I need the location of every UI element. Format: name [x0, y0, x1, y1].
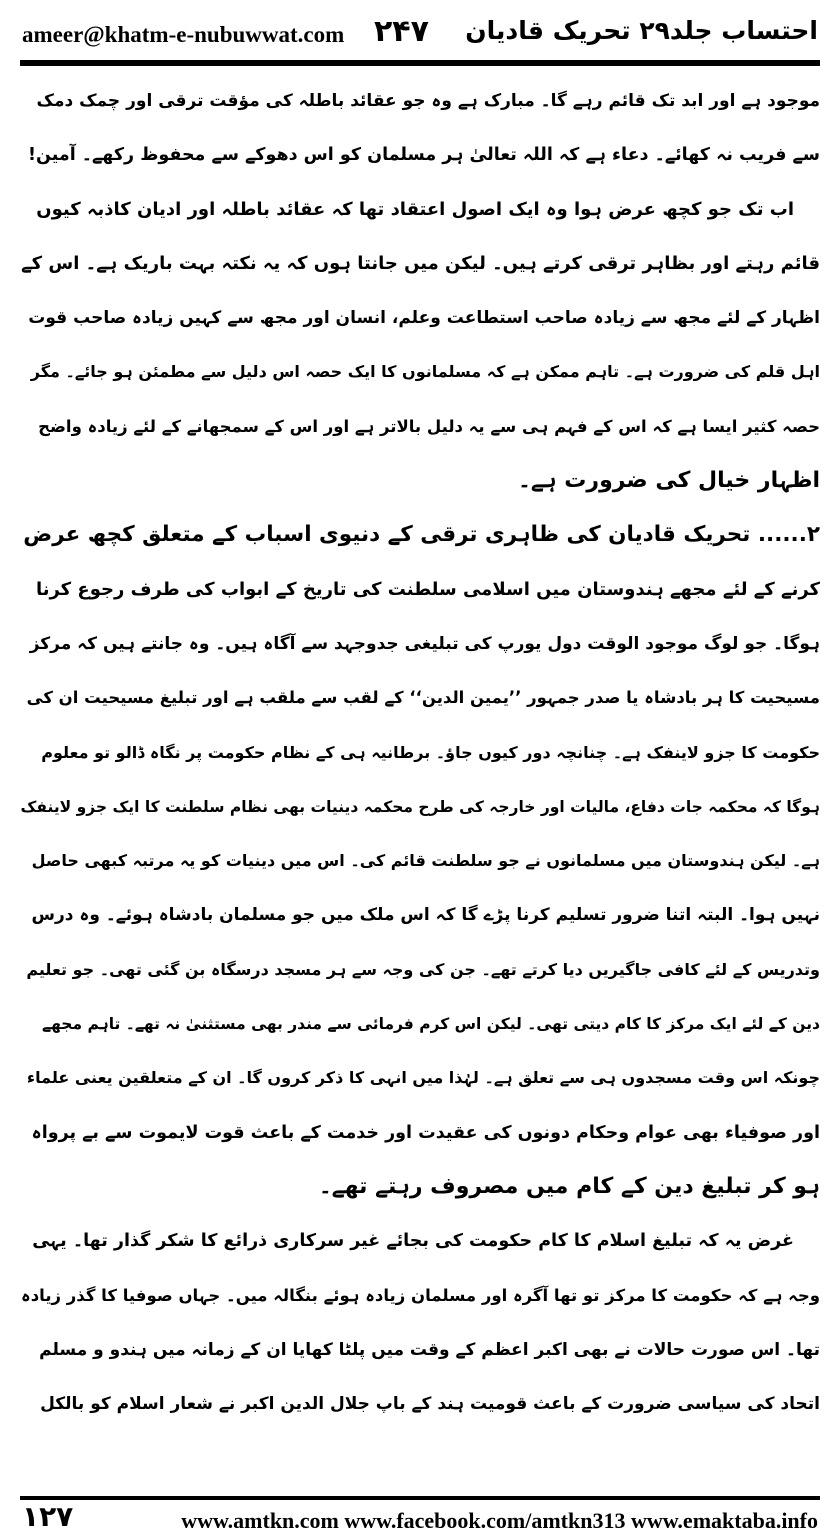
text-line: حکومت کا جزو لاینفک ہے۔ چنانچہ دور کیوں جاؤ۔ برطانیہ ہی کے نظام حکومت پر نگاہ ڈالو تو معلوم: [41, 742, 820, 762]
text-line: ہوگا کہ محکمہ جات دفاع، مالیات اور خارجہ کی طرح محکمہ دینیات بھی نظام سلطنت کا ایک جزو لاینفک: [20, 797, 820, 816]
text-line: وتدریس کے لئے کافی جاگیریں دیا کرتے تھے۔ جن کی وجہ سے ہر مسجد درسگاہ بن گئی تھی۔ جو تعلیم: [26, 959, 820, 979]
header-email: ameer@khatm-e-nubuwwat.com: [22, 22, 345, 47]
text-line: چونکہ اس وقت مسجدوں ہی سے تعلق ہے۔ لہٰذا میں انہی کا ذکر کروں گا۔ ان کے متعلقین یعنی علماء: [26, 1068, 820, 1088]
footer-links: www.amtkn.com www.facebook.com/amtkn313 www.emaktaba.info: [181, 1508, 818, 1533]
text-line: مسیحیت کا ہر بادشاہ یا صدر جمہور ’’یمین الدین‘‘ کے لقب سے ملقب ہے اور تبلیغ مسیحیت ان کی: [26, 688, 820, 708]
text-line: اب تک جو کچھ عرض ہوا وہ ایک اصول اعتقاد تھا کہ عقائد باطلہ اور ادیان کاذبہ کیوں: [36, 198, 794, 220]
text-line: اور صوفیاء بھی عوام وحکام دونوں کی عقیدت اور خدمت کے باعث قوت لایموت سے بے پرواہ: [31, 1122, 820, 1143]
text-line: وجہ ہے کہ حکومت کا مرکز تو تھا آگرہ اور مسلمان زیادہ ہوئے بنگالہ میں۔ جہاں صوفیا کا گذر زیادہ: [21, 1285, 820, 1305]
text-line: اہل قلم کی ضرورت ہے۔ تاہم ممکن ہے کہ مسلمانوں کا ایک حصہ اس دلیل سے مطمئن ہو جائے۔ مگر: [30, 362, 820, 382]
text-line: ہے۔ لیکن ہندوستان میں مسلمانوں نے جو سلطنت قائم کی۔ اس میں دینیات کو یہ مرتبہ کبھی حاصل: [31, 851, 820, 871]
footer-page-number: ۱۲۷: [22, 1500, 74, 1533]
text-line: موجود ہے اور ابد تک قائم رہے گا۔ مبارک ہے وہ جو عقائد باطلہ کی مؤقت ترقی اور چمک دمک: [36, 91, 820, 111]
text-line: اتحاد کی سیاسی ضرورت کے باعث قومیت ہند کے باپ جلال الدین اکبر نے شعار اسلام کو بالکل: [40, 1394, 820, 1415]
text-line: غرض یہ کہ تبلیغ اسلام کا کام حکومت کی بجائے غیر سرکاری ذرائع کا شکر گذار تھا۔ یہی: [32, 1231, 794, 1252]
text-line: کرنے کے لئے مجھے ہندوستان میں اسلامی سلطنت کی تاریخ کے ابواب کی طرف رجوع کرنا: [35, 578, 820, 600]
header-rule: [20, 60, 820, 66]
running-title: احتساب جلد۲۹ تحریک قادیان: [465, 16, 818, 45]
text-line: ہو کر تبلیغ دین کے کام میں مصروف رہتے تھے۔: [318, 1173, 820, 1199]
text-line: ۲...... تحریک قادیان کی ظاہری ترقی کے دنیوی اسباب کے متعلق کچھ عرض: [23, 522, 820, 548]
text-line: حصہ کثیر ایسا ہے کہ اس کے فہم ہی سے یہ دلیل بالاتر ہے اور اس کے سمجھانے کے لئے زیادہ واضح: [38, 416, 820, 436]
text-line: قائم رہتے اور بظاہر ترقی کرتے ہیں۔ لیکن میں جانتا ہوں کہ یہ نکتہ بہت باریک ہے۔ اس کے: [21, 252, 820, 274]
page-header: [0, 0, 840, 72]
text-line: سے فریب نہ کھائے۔ دعاء ہے کہ اللہ تعالیٰ ہر مسلمان کو اس دھوکے سے محفوظ رکھے۔ آمین!: [28, 145, 820, 166]
page-footer: [0, 1496, 840, 1540]
text-line: اظہار کے لئے مجھ سے زیادہ صاحب استطاعت وعلم، انسان اور مجھ سے کہیں زیادہ صاحب قوت: [28, 308, 820, 329]
text-line: ہوگا۔ جو لوگ موجود الوقت دول یورپ کی تبلیغی جدوجہد سے آگاہ ہیں۔ وہ جانتے ہیں کہ مرکز: [29, 633, 820, 654]
header-page-number: ۲۴۷: [374, 14, 429, 49]
text-line: نہیں ہوا۔ البتہ اتنا ضرور تسلیم کرنا پڑے گا کہ اس ملک میں جو مسلمان بادشاہ ہوئے۔ وہ درس: [31, 905, 820, 926]
text-line: دین کے لئے ایک مرکز کا کام دیتی تھی۔ لیکن اس کرم فرمائی سے مندر بھی مستثنیٰ نہ تھے۔ تاہم مجھے: [41, 1015, 820, 1034]
body-text: [20, 74, 820, 1486]
footer-rule: [20, 1496, 820, 1500]
text-line: اظہار خیال کی ضرورت ہے۔: [517, 468, 820, 494]
text-line: تھا۔ اس صورت حالات نے بھی اکبر اعظم کے وقت میں پلٹا کھایا ان کے زمانہ میں ہندو و مسلم: [39, 1339, 820, 1360]
